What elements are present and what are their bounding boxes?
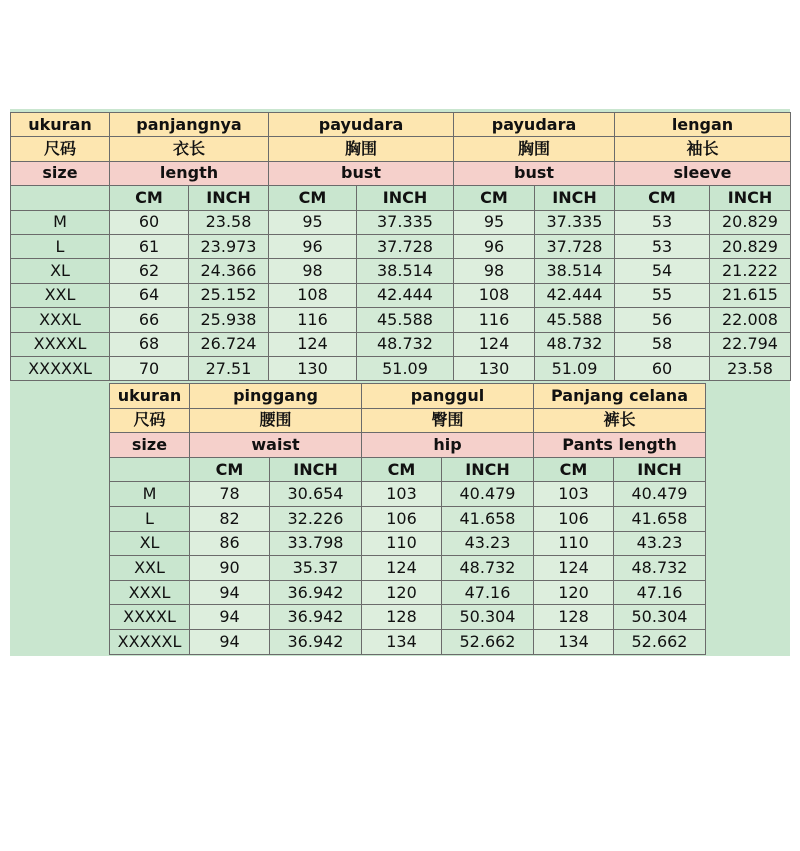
measure-header: 胸围 (269, 137, 454, 161)
value-cell: 40.479 (442, 482, 534, 507)
value-cell: 24.366 (189, 259, 269, 283)
value-cell: 110 (362, 531, 442, 556)
value-cell: 58 (615, 332, 710, 356)
table-row (110, 506, 706, 531)
value-cell: 43.23 (442, 531, 534, 556)
value-cell: 108 (454, 283, 535, 307)
size-label: XL (11, 259, 110, 283)
value-cell: 37.335 (535, 210, 615, 234)
size-label: XXL (11, 283, 110, 307)
unit-header: CM (110, 186, 189, 210)
value-cell: 38.514 (535, 259, 615, 283)
top-size-chart (10, 112, 791, 381)
value-cell: 124 (534, 556, 614, 581)
table-row (110, 556, 706, 581)
value-cell: 86 (190, 531, 270, 556)
value-cell: 78 (190, 482, 270, 507)
measure-header: lengan (615, 113, 791, 137)
value-cell: 128 (362, 605, 442, 630)
unit-header: CM (454, 186, 535, 210)
value-cell: 36.942 (270, 580, 362, 605)
measure-header: pinggang (190, 384, 362, 409)
value-cell: 68 (110, 332, 189, 356)
table-row (11, 210, 791, 234)
value-cell: 94 (190, 629, 270, 654)
table-row (11, 308, 791, 332)
value-cell: 48.732 (442, 556, 534, 581)
value-cell: 52.662 (614, 629, 706, 654)
header-cn-row (11, 137, 791, 161)
measure-header: 裤长 (534, 408, 706, 433)
value-cell: 25.938 (189, 308, 269, 332)
value-cell: 110 (534, 531, 614, 556)
size-label: L (110, 506, 190, 531)
measure-header: 衣长 (110, 137, 269, 161)
value-cell: 134 (534, 629, 614, 654)
unit-row-blank (110, 457, 190, 482)
size-label: XXXXXL (11, 356, 110, 380)
value-cell: 60 (110, 210, 189, 234)
unit-header: INCH (710, 186, 791, 210)
value-cell: 23.973 (189, 234, 269, 258)
value-cell: 66 (110, 308, 189, 332)
unit-header: CM (534, 457, 614, 482)
value-cell: 26.724 (189, 332, 269, 356)
value-cell: 42.444 (357, 283, 454, 307)
value-cell: 40.479 (614, 482, 706, 507)
unit-header: INCH (270, 457, 362, 482)
value-cell: 116 (454, 308, 535, 332)
value-cell: 95 (269, 210, 357, 234)
value-cell: 37.728 (357, 234, 454, 258)
unit-header: CM (269, 186, 357, 210)
value-cell: 23.58 (710, 356, 791, 380)
measure-header: sleeve (615, 161, 791, 185)
unit-header: INCH (535, 186, 615, 210)
unit-header: CM (362, 457, 442, 482)
value-cell: 42.444 (535, 283, 615, 307)
value-cell: 64 (110, 283, 189, 307)
table-row (11, 283, 791, 307)
unit-row (11, 186, 791, 210)
unit-header: INCH (357, 186, 454, 210)
value-cell: 53 (615, 234, 710, 258)
size-header: ukuran (110, 384, 190, 409)
measure-header: panjangnya (110, 113, 269, 137)
value-cell: 22.794 (710, 332, 791, 356)
value-cell: 37.335 (357, 210, 454, 234)
value-cell: 108 (269, 283, 357, 307)
table-row (110, 580, 706, 605)
value-cell: 120 (534, 580, 614, 605)
value-cell: 51.09 (535, 356, 615, 380)
measure-header: 臀围 (362, 408, 534, 433)
header-en-row (11, 161, 791, 185)
value-cell: 106 (362, 506, 442, 531)
value-cell: 48.732 (535, 332, 615, 356)
value-cell: 50.304 (614, 605, 706, 630)
unit-row-blank (11, 186, 110, 210)
header-cn-row (110, 408, 706, 433)
header-en-row (110, 433, 706, 458)
value-cell: 50.304 (442, 605, 534, 630)
unit-header: INCH (614, 457, 706, 482)
value-cell: 36.942 (270, 605, 362, 630)
unit-header: INCH (189, 186, 269, 210)
value-cell: 103 (362, 482, 442, 507)
table-row (110, 629, 706, 654)
value-cell: 130 (454, 356, 535, 380)
value-cell: 70 (110, 356, 189, 380)
table-row (110, 605, 706, 630)
value-cell: 22.008 (710, 308, 791, 332)
size-label: XXXL (110, 580, 190, 605)
size-label: M (110, 482, 190, 507)
measure-header: payudara (269, 113, 454, 137)
value-cell: 36.942 (270, 629, 362, 654)
value-cell: 20.829 (710, 234, 791, 258)
size-label: XXXXL (11, 332, 110, 356)
measure-header: 腰围 (190, 408, 362, 433)
size-label: XXXXL (110, 605, 190, 630)
value-cell: 47.16 (614, 580, 706, 605)
value-cell: 55 (615, 283, 710, 307)
table-row (110, 531, 706, 556)
value-cell: 124 (362, 556, 442, 581)
measure-header: bust (454, 161, 615, 185)
value-cell: 82 (190, 506, 270, 531)
value-cell: 128 (534, 605, 614, 630)
value-cell: 94 (190, 605, 270, 630)
value-cell: 134 (362, 629, 442, 654)
value-cell: 53 (615, 210, 710, 234)
value-cell: 103 (534, 482, 614, 507)
measure-header: length (110, 161, 269, 185)
bottom-size-chart (109, 383, 706, 655)
value-cell: 98 (269, 259, 357, 283)
value-cell: 41.658 (442, 506, 534, 531)
value-cell: 94 (190, 580, 270, 605)
value-cell: 124 (454, 332, 535, 356)
header-id-row (110, 384, 706, 409)
value-cell: 96 (454, 234, 535, 258)
value-cell: 61 (110, 234, 189, 258)
value-cell: 48.732 (614, 556, 706, 581)
value-cell: 32.226 (270, 506, 362, 531)
value-cell: 21.615 (710, 283, 791, 307)
value-cell: 130 (269, 356, 357, 380)
size-header: 尺码 (110, 408, 190, 433)
size-header: ukuran (11, 113, 110, 137)
value-cell: 116 (269, 308, 357, 332)
value-cell: 51.09 (357, 356, 454, 380)
value-cell: 54 (615, 259, 710, 283)
table-row (11, 259, 791, 283)
value-cell: 38.514 (357, 259, 454, 283)
measure-header: 胸围 (454, 137, 615, 161)
value-cell: 45.588 (357, 308, 454, 332)
unit-row (110, 457, 706, 482)
value-cell: 43.23 (614, 531, 706, 556)
unit-header: CM (615, 186, 710, 210)
size-header: size (11, 161, 110, 185)
measure-header: Pants length (534, 433, 706, 458)
size-label: M (11, 210, 110, 234)
value-cell: 30.654 (270, 482, 362, 507)
measure-header: payudara (454, 113, 615, 137)
size-label: XL (110, 531, 190, 556)
value-cell: 33.798 (270, 531, 362, 556)
measure-header: 袖长 (615, 137, 791, 161)
value-cell: 37.728 (535, 234, 615, 258)
size-label: XXXL (11, 308, 110, 332)
value-cell: 90 (190, 556, 270, 581)
value-cell: 95 (454, 210, 535, 234)
table-row (11, 332, 791, 356)
value-cell: 20.829 (710, 210, 791, 234)
header-id-row (11, 113, 791, 137)
value-cell: 98 (454, 259, 535, 283)
measure-header: panggul (362, 384, 534, 409)
value-cell: 62 (110, 259, 189, 283)
table-row (11, 356, 791, 380)
unit-header: INCH (442, 457, 534, 482)
value-cell: 52.662 (442, 629, 534, 654)
value-cell: 124 (269, 332, 357, 356)
value-cell: 106 (534, 506, 614, 531)
measure-header: bust (269, 161, 454, 185)
table-row (11, 234, 791, 258)
measure-header: waist (190, 433, 362, 458)
value-cell: 23.58 (189, 210, 269, 234)
measure-header: Panjang celana (534, 384, 706, 409)
value-cell: 56 (615, 308, 710, 332)
value-cell: 41.658 (614, 506, 706, 531)
value-cell: 120 (362, 580, 442, 605)
value-cell: 47.16 (442, 580, 534, 605)
value-cell: 27.51 (189, 356, 269, 380)
value-cell: 35.37 (270, 556, 362, 581)
measure-header: hip (362, 433, 534, 458)
size-label: L (11, 234, 110, 258)
size-label: XXXXXL (110, 629, 190, 654)
value-cell: 48.732 (357, 332, 454, 356)
table-row (110, 482, 706, 507)
size-label: XXL (110, 556, 190, 581)
value-cell: 21.222 (710, 259, 791, 283)
value-cell: 25.152 (189, 283, 269, 307)
value-cell: 45.588 (535, 308, 615, 332)
value-cell: 96 (269, 234, 357, 258)
size-header: 尺码 (11, 137, 110, 161)
value-cell: 60 (615, 356, 710, 380)
size-header: size (110, 433, 190, 458)
unit-header: CM (190, 457, 270, 482)
